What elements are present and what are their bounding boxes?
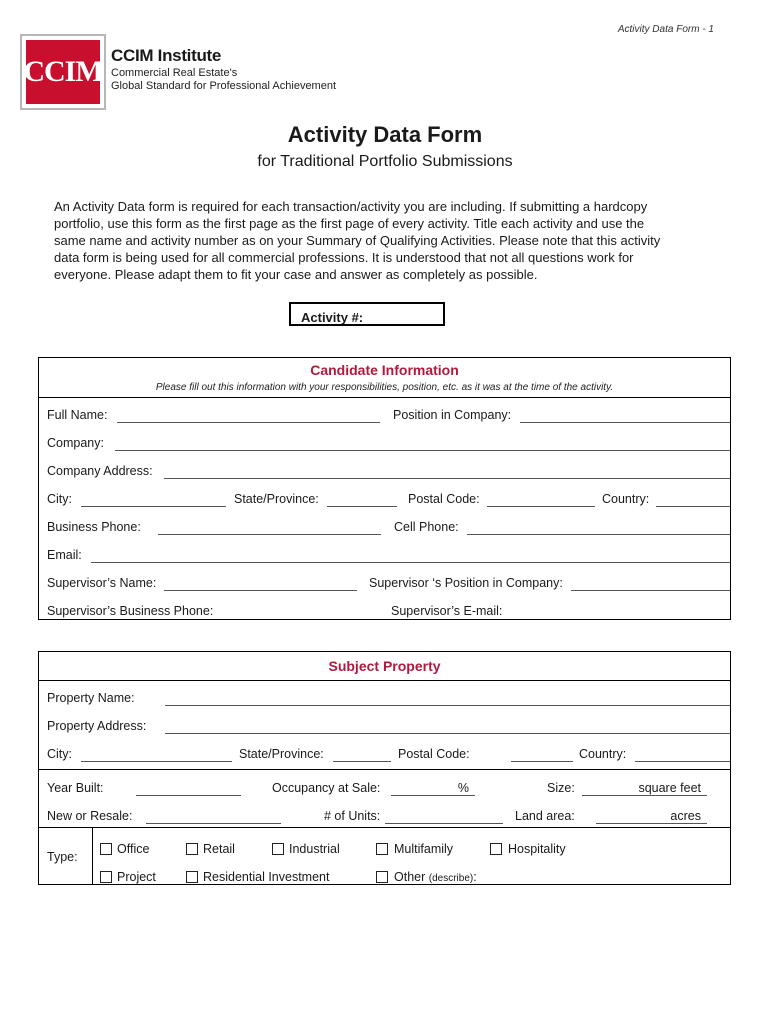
section-note: Please fill out this information with your responsibilities, position, etc. as it was at the time of the activity.: [155, 382, 614, 393]
section-title: Subject Property: [328, 658, 441, 674]
type-column-divider: [92, 827, 93, 885]
city-field[interactable]: [81, 492, 226, 507]
supervisor-email-label: Supervisor’s E-mail:: [391, 604, 503, 618]
intro-line: everyone. Please adapt them to fit your case and answer as completely as possible.: [54, 267, 538, 282]
office-checkbox[interactable]: [100, 843, 112, 855]
country-field[interactable]: [656, 492, 730, 507]
land-area-field[interactable]: [596, 809, 707, 824]
other-describe-note: (describe): [428, 873, 474, 884]
intro-line: An Activity Data form is required for each transaction/activity you are including. If submitting a hardcopy: [54, 199, 648, 214]
percent-unit: %: [457, 781, 469, 795]
intro-line: portfolio, use this form as the first page as the first page of every activity. Title each activity and use the: [54, 216, 645, 231]
supervisor-position-label: Supervisor ‘s Position in Company:: [369, 576, 563, 590]
business-phone-field[interactable]: [158, 520, 381, 535]
property-city-field[interactable]: [81, 747, 232, 762]
activity-number-field[interactable]: [289, 302, 445, 326]
year-built-field[interactable]: [136, 781, 241, 796]
project-checkbox[interactable]: [100, 871, 112, 883]
company-address-field[interactable]: [164, 464, 730, 479]
company-address-label: Company Address:: [47, 464, 153, 478]
other-checkbox[interactable]: [376, 871, 388, 883]
position-label: Position in Company:: [393, 408, 512, 422]
property-address-field[interactable]: [165, 719, 730, 734]
size-label: Size:: [547, 781, 575, 795]
section-divider: [39, 769, 730, 770]
company-label: Company:: [47, 436, 104, 450]
other-text: Other: [394, 870, 426, 884]
occupancy-field[interactable]: [391, 781, 475, 796]
property-address-label: Property Address:: [47, 719, 147, 733]
residential-investment-checkbox[interactable]: [186, 871, 198, 883]
size-field[interactable]: [582, 781, 707, 796]
supervisor-name-label: Supervisor’s Name:: [47, 576, 157, 590]
postal-field[interactable]: [487, 492, 595, 507]
page-subtitle: for Traditional Portfolio Submissions: [257, 153, 513, 170]
units-field[interactable]: [385, 809, 503, 824]
other-colon: :: [473, 870, 477, 884]
company-field[interactable]: [115, 436, 730, 451]
section-divider: [39, 827, 730, 828]
occupancy-label: Occupancy at Sale:: [272, 781, 381, 795]
type-label: Type:: [47, 850, 78, 864]
intro-line: same name and activity number as on your Summary of Qualifying Activities. Please note that this activity: [54, 233, 661, 248]
project-label: Project: [117, 870, 156, 884]
property-postal-label: Postal Code:: [398, 747, 470, 761]
intro-line: data form is being used for all commercial professions. It is understood that not all questions work for: [54, 250, 634, 265]
ccim-logo: [20, 34, 106, 110]
subject-property-section: [38, 651, 731, 885]
section-title: Candidate Information: [310, 362, 459, 378]
candidate-information-section: [38, 357, 731, 620]
industrial-label: Industrial: [289, 842, 340, 856]
page-title: Activity Data Form: [287, 122, 483, 147]
new-resale-label: New or Resale:: [47, 809, 133, 823]
full-name-label: Full Name:: [47, 408, 108, 422]
org-name: CCIM Institute: [111, 46, 222, 65]
email-field[interactable]: [91, 548, 730, 563]
office-label: Office: [117, 842, 150, 856]
supervisor-name-field[interactable]: [164, 576, 357, 591]
property-country-field[interactable]: [635, 747, 730, 762]
hospitality-label: Hospitality: [508, 842, 566, 856]
units-label: # of Units:: [324, 809, 381, 823]
property-state-label: State/Province:: [239, 747, 324, 761]
multifamily-checkbox[interactable]: [376, 843, 388, 855]
business-phone-label: Business Phone:: [47, 520, 141, 534]
full-name-field[interactable]: [117, 408, 380, 423]
property-city-label: City:: [47, 747, 72, 761]
page-number-label: Activity Data Form - 1: [617, 24, 714, 35]
supervisor-position-field[interactable]: [571, 576, 730, 591]
logo-mark: CCIM: [26, 40, 100, 104]
state-field[interactable]: [327, 492, 397, 507]
cell-phone-field[interactable]: [467, 520, 730, 535]
intro-paragraph: [54, 198, 722, 283]
tagline-line-1: Commercial Real Estate's: [111, 67, 238, 79]
cell-phone-label: Cell Phone:: [394, 520, 459, 534]
acres-unit: acres: [670, 809, 701, 823]
email-label: Email:: [47, 548, 82, 562]
position-field[interactable]: [520, 408, 730, 423]
property-country-label: Country:: [579, 747, 627, 761]
square-feet-unit: square feet: [638, 781, 701, 795]
land-area-label: Land area:: [515, 809, 575, 823]
retail-label: Retail: [203, 842, 235, 856]
country-label: Country:: [602, 492, 650, 506]
state-label: State/Province:: [234, 492, 319, 506]
industrial-checkbox[interactable]: [272, 843, 284, 855]
property-postal-field[interactable]: [511, 747, 573, 762]
org-tagline: [111, 67, 336, 93]
section-divider: [39, 397, 730, 398]
section-divider: [39, 680, 730, 681]
postal-label: Postal Code:: [408, 492, 480, 506]
other-label: [394, 870, 477, 884]
tagline-line-2: Global Standard for Professional Achievement: [111, 80, 337, 92]
activity-number-label: Activity #:: [301, 310, 364, 325]
multifamily-label: Multifamily: [394, 842, 454, 856]
hospitality-checkbox[interactable]: [490, 843, 502, 855]
supervisor-phone-label: Supervisor’s Business Phone:: [47, 604, 214, 618]
retail-checkbox[interactable]: [186, 843, 198, 855]
city-label: City:: [47, 492, 72, 506]
new-resale-field[interactable]: [146, 809, 281, 824]
property-name-label: Property Name:: [47, 691, 135, 705]
property-state-field[interactable]: [333, 747, 391, 762]
residential-investment-label: Residential Investment: [203, 870, 330, 884]
property-name-field[interactable]: [165, 691, 730, 706]
year-built-label: Year Built:: [47, 781, 104, 795]
